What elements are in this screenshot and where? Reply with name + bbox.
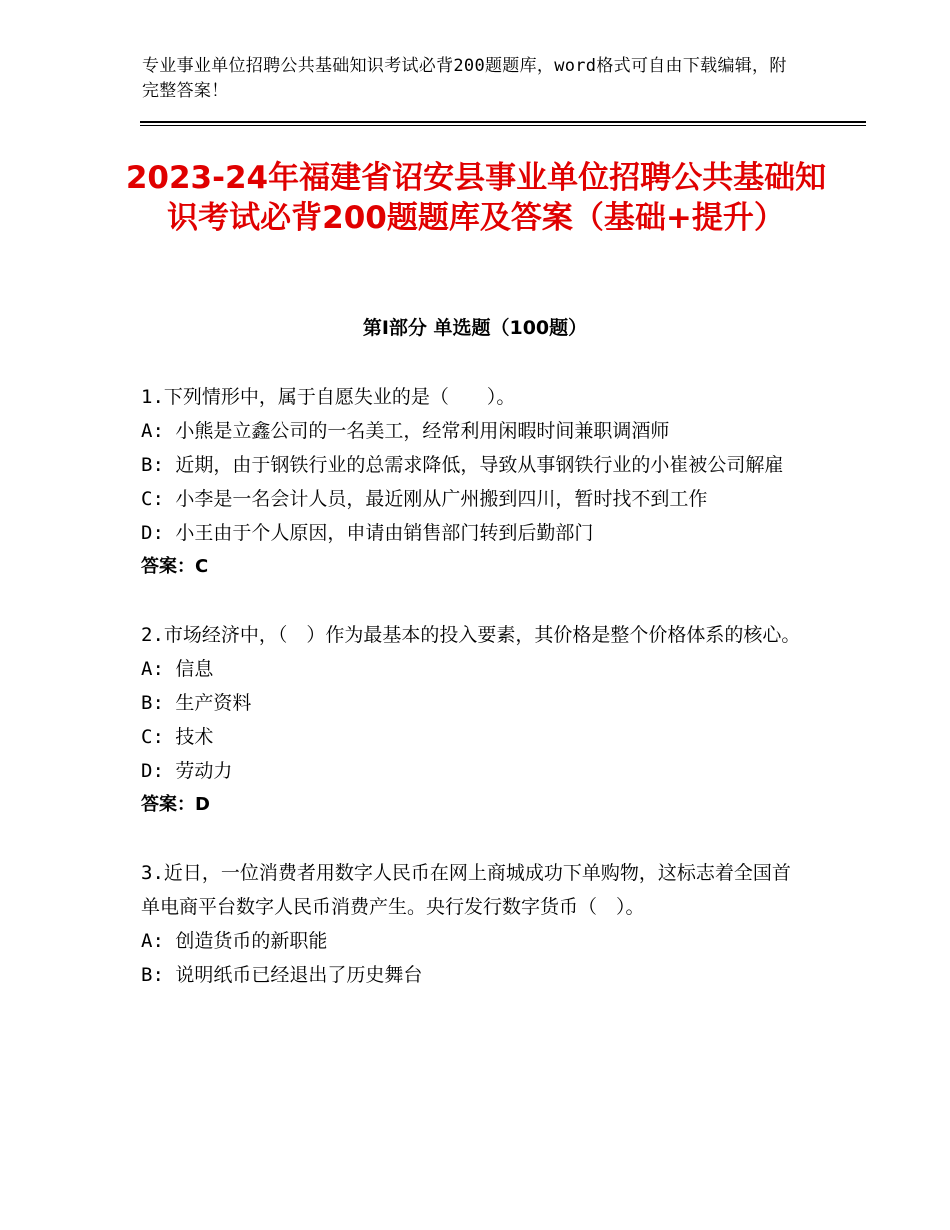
- question-list: [141, 380, 805, 1026]
- option-a: A: 信息: [141, 658, 214, 680]
- question-stem: 1.下列情形中，属于自愿失业的是（ ）。: [141, 386, 516, 408]
- option-a: A: 小熊是立鑫公司的一名美工，经常利用闲暇时间兼职调酒师: [141, 420, 670, 442]
- option-b: B: 生产资料: [141, 692, 252, 714]
- option-b: B: 说明纸币已经退出了历史舞台: [141, 964, 423, 986]
- answer: 答案：D: [141, 794, 210, 815]
- header-rule: [140, 121, 866, 123]
- question-2: [141, 618, 805, 822]
- option-c: C: 小李是一名会计人员，最近刚从广州搬到四川，暂时找不到工作: [141, 488, 708, 510]
- document-title: 2023-24年福建省诏安县事业单位招聘公共基础知识考试必背200题题库及答案（基础+提升）: [125, 160, 827, 236]
- header-note: 专业事业单位招聘公共基础知识考试必背200题题库，word格式可自由下载编辑，附完整答案！: [142, 56, 787, 101]
- option-b: B: 近期，由于钢铁行业的总需求降低，导致从事钢铁行业的小崔被公司解雇: [141, 454, 784, 476]
- option-a: A: 创造货币的新职能: [141, 930, 328, 952]
- answer: 答案：C: [141, 556, 209, 577]
- question-1: [141, 380, 805, 584]
- option-d: D: 小王由于个人原因，申请由销售部门转到后勤部门: [141, 522, 594, 544]
- option-d: D: 劳动力: [141, 760, 233, 782]
- question-3: [141, 856, 805, 992]
- header-rule-thin: [140, 125, 866, 126]
- question-stem: 2.市场经济中，（ ）作为最基本的投入要素，其价格是整个价格体系的核心。: [141, 624, 801, 646]
- option-c: C: 技术: [141, 726, 214, 748]
- section-title: 第Ⅰ部分 单选题（100题）: [362, 317, 588, 339]
- question-stem: 3.近日，一位消费者用数字人民币在网上商城成功下单购物，这标志着全国首单电商平台数字人民币消费产生。央行发行数字货币（ ）。: [141, 862, 791, 918]
